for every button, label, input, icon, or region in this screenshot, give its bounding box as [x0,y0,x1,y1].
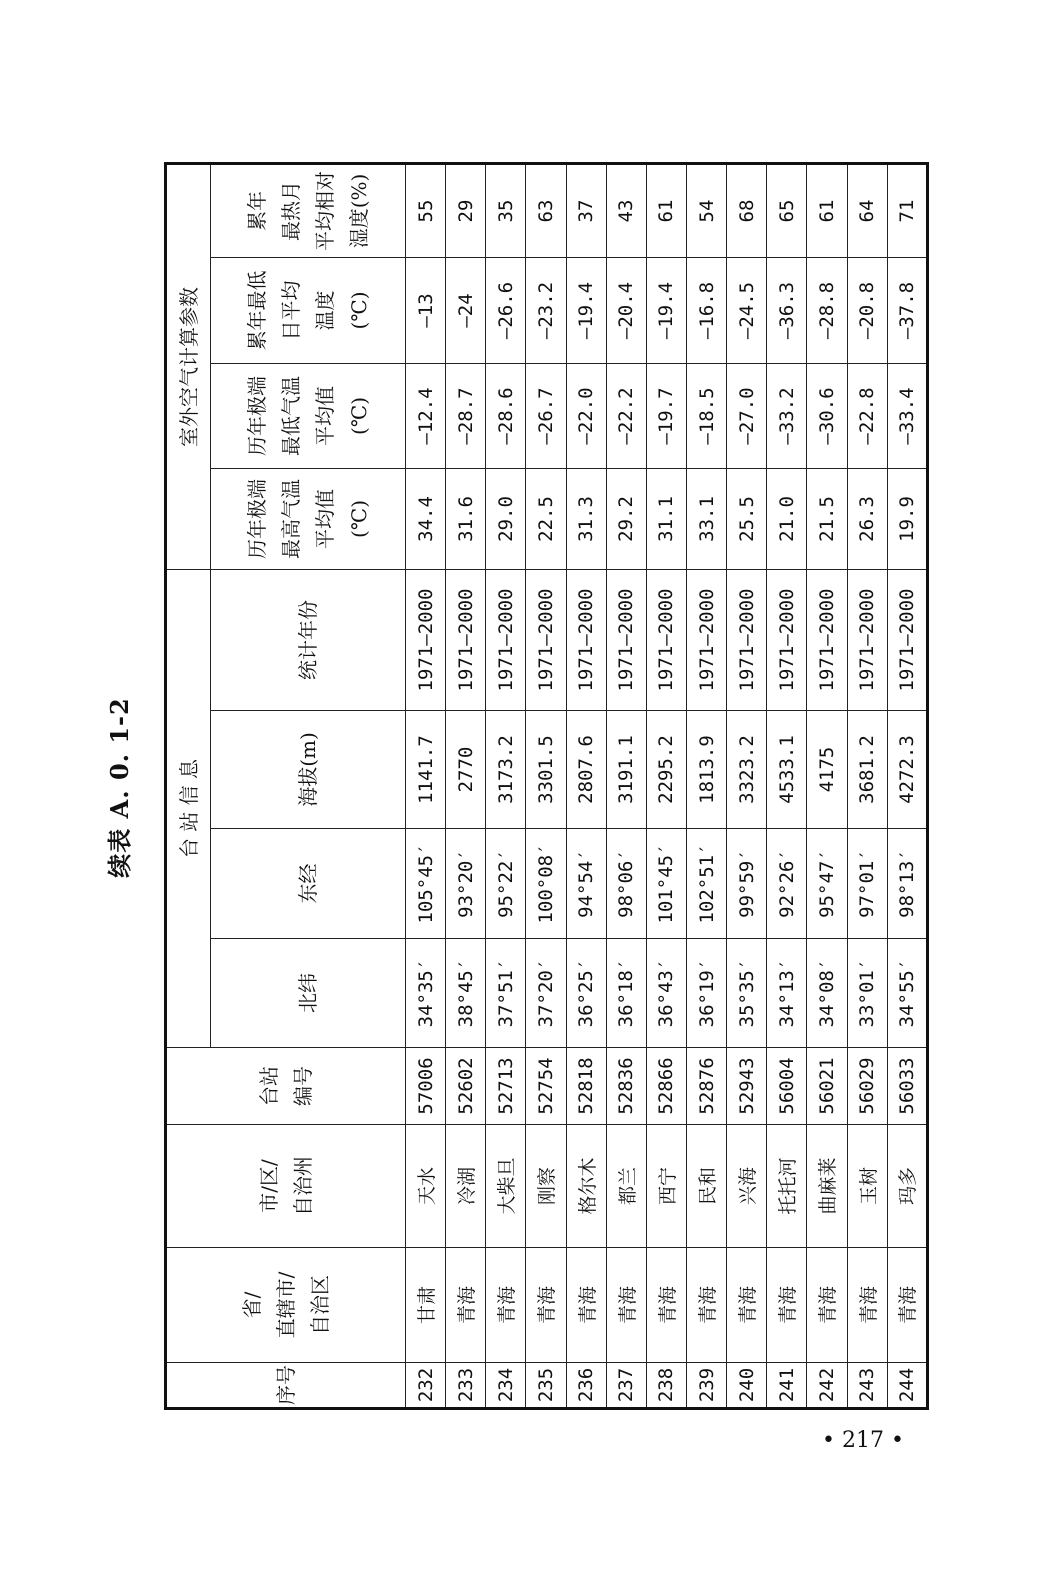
cell-seq: 233 [446,1363,486,1409]
cell-min-temp: —30.6 [807,363,847,468]
table-row [566,163,606,1408]
table-row [727,163,767,1408]
cell-altitude: 3301.5 [526,711,566,829]
cell-years: 1971—2000 [686,569,726,710]
cell-min-temp: —33.4 [887,363,927,468]
cell-max-temp: 19.9 [887,468,927,569]
cell-city: 天水 [406,1125,446,1248]
header-min-daily-temp: 累年最低 日平均 温度 (℃) [211,257,406,363]
cell-min-daily-temp: —28.8 [807,257,847,363]
cell-seq: 237 [606,1363,646,1409]
cell-seq: 243 [847,1363,887,1409]
cell-min-temp: —18.5 [686,363,726,468]
cell-latitude: 37°51′ [486,939,526,1048]
cell-humidity: 29 [446,163,486,257]
header-max-temp: 历年极端 最高气温 平均值 (℃) [211,468,406,569]
cell-city: 曲麻莱 [807,1125,847,1248]
cell-altitude: 2807.6 [566,711,606,829]
cell-min-temp: —28.7 [446,363,486,468]
table-row [446,163,486,1408]
cell-altitude: 4272.3 [887,711,927,829]
cell-altitude: 3323.2 [727,711,767,829]
cell-humidity: 43 [606,163,646,257]
cell-humidity: 35 [486,163,526,257]
cell-city: 都兰 [606,1125,646,1248]
cell-altitude: 3681.2 [847,711,887,829]
cell-latitude: 36°18′ [606,939,646,1048]
cell-station-id: 52943 [727,1048,767,1125]
cell-city: 西宁 [646,1125,686,1248]
cell-seq: 241 [767,1363,807,1409]
cell-years: 1971—2000 [727,569,767,710]
page-title: 续表 A. 0. 1-2 [105,697,134,878]
cell-latitude: 33°01′ [847,939,887,1048]
cell-years: 1971—2000 [606,569,646,710]
cell-station-id: 52866 [646,1048,686,1125]
cell-altitude: 4533.1 [767,711,807,829]
cell-max-temp: 29.2 [606,468,646,569]
cell-max-temp: 33.1 [686,468,726,569]
cell-city: 格尔木 [566,1125,606,1248]
cell-province: 青海 [646,1248,686,1363]
cell-max-temp: 34.4 [406,468,446,569]
header-city: 市/区/ 自治州 [166,1125,406,1248]
cell-station-id: 52754 [526,1048,566,1125]
cell-altitude: 1141.7 [406,711,446,829]
cell-longitude: 99°59′ [727,829,767,939]
cell-province: 青海 [566,1248,606,1363]
cell-humidity: 55 [406,163,446,257]
cell-longitude: 102°51′ [686,829,726,939]
cell-longitude: 101°45′ [646,829,686,939]
cell-city: 大柴旦 [486,1125,526,1248]
header-seq: 序号 [166,1363,406,1409]
cell-humidity: 71 [887,163,927,257]
cell-years: 1971—2000 [646,569,686,710]
cell-station-id: 56029 [847,1048,887,1125]
cell-min-daily-temp: —37.8 [887,257,927,363]
cell-province: 青海 [767,1248,807,1363]
cell-years: 1971—2000 [526,569,566,710]
cell-min-daily-temp: —19.4 [566,257,606,363]
cell-latitude: 34°35′ [406,939,446,1048]
cell-province: 青海 [606,1248,646,1363]
cell-station-id: 52713 [486,1048,526,1125]
cell-province: 甘肃 [406,1248,446,1363]
cell-min-daily-temp: —16.8 [686,257,726,363]
table-row [646,163,686,1408]
cell-seq: 236 [566,1363,606,1409]
cell-longitude: 92°26′ [767,829,807,939]
cell-seq: 239 [686,1363,726,1409]
cell-city: 托托河 [767,1125,807,1248]
cell-humidity: 61 [646,163,686,257]
cell-longitude: 100°08′ [526,829,566,939]
cell-longitude: 105°45′ [406,829,446,939]
cell-latitude: 34°13′ [767,939,807,1048]
cell-min-temp: —26.7 [526,363,566,468]
cell-seq: 234 [486,1363,526,1409]
cell-station-id: 52818 [566,1048,606,1125]
cell-latitude: 36°19′ [686,939,726,1048]
cell-seq: 244 [887,1363,927,1409]
cell-min-daily-temp: —20.8 [847,257,887,363]
cell-city: 冷湖 [446,1125,486,1248]
cell-station-id: 56033 [887,1048,927,1125]
cell-min-temp: —22.2 [606,363,646,468]
table-row [526,163,566,1408]
cell-years: 1971—2000 [887,569,927,710]
cell-city: 刚察 [526,1125,566,1248]
cell-humidity: 54 [686,163,726,257]
cell-min-temp: —28.6 [486,363,526,468]
cell-latitude: 34°08′ [807,939,847,1048]
cell-seq: 232 [406,1363,446,1409]
cell-min-temp: —27.0 [727,363,767,468]
cell-max-temp: 31.3 [566,468,606,569]
cell-min-daily-temp: —23.2 [526,257,566,363]
cell-station-id: 52876 [686,1048,726,1125]
table-row [767,163,807,1408]
cell-humidity: 64 [847,163,887,257]
cell-city: 玉树 [847,1125,887,1248]
cell-city: 玛多 [887,1125,927,1248]
cell-max-temp: 29.0 [486,468,526,569]
climate-data-table [164,162,929,1410]
cell-years: 1971—2000 [406,569,446,710]
cell-years: 1971—2000 [566,569,606,710]
cell-humidity: 61 [807,163,847,257]
cell-province: 青海 [526,1248,566,1363]
header-station-id: 台站 编号 [166,1048,406,1125]
cell-province: 青海 [446,1248,486,1363]
cell-humidity: 68 [727,163,767,257]
cell-humidity: 37 [566,163,606,257]
cell-city: 民和 [686,1125,726,1248]
cell-seq: 242 [807,1363,847,1409]
table-row [486,163,526,1408]
header-humidity: 累年 最热月 平均相对 湿度(%) [211,163,406,257]
cell-years: 1971—2000 [807,569,847,710]
cell-station-id: 52602 [446,1048,486,1125]
cell-altitude: 4175 [807,711,847,829]
cell-longitude: 97°01′ [847,829,887,939]
cell-province: 青海 [486,1248,526,1363]
header-altitude: 海拔(m) [211,711,406,829]
cell-min-daily-temp: —36.3 [767,257,807,363]
header-years: 统计年份 [211,569,406,710]
cell-max-temp: 22.5 [526,468,566,569]
cell-min-temp: —33.2 [767,363,807,468]
cell-years: 1971—2000 [767,569,807,710]
cell-max-temp: 21.0 [767,468,807,569]
cell-min-daily-temp: —24.5 [727,257,767,363]
cell-altitude: 3191.1 [606,711,646,829]
cell-longitude: 94°54′ [566,829,606,939]
cell-min-daily-temp: —20.4 [606,257,646,363]
cell-longitude: 95°47′ [807,829,847,939]
cell-station-id: 57006 [406,1048,446,1125]
cell-min-daily-temp: —13 [406,257,446,363]
cell-min-temp: —19.7 [646,363,686,468]
cell-altitude: 2295.2 [646,711,686,829]
cell-max-temp: 31.1 [646,468,686,569]
cell-seq: 235 [526,1363,566,1409]
cell-max-temp: 31.6 [446,468,486,569]
cell-province: 青海 [686,1248,726,1363]
cell-seq: 238 [646,1363,686,1409]
cell-min-temp: —22.8 [847,363,887,468]
cell-min-temp: —22.0 [566,363,606,468]
cell-longitude: 98°06′ [606,829,646,939]
cell-latitude: 36°43′ [646,939,686,1048]
cell-longitude: 93°20′ [446,829,486,939]
table-row [606,163,646,1408]
table-row [686,163,726,1408]
header-outdoor-params: 室外空气计算参数 [166,163,211,569]
cell-max-temp: 21.5 [807,468,847,569]
cell-years: 1971—2000 [847,569,887,710]
cell-station-id: 56004 [767,1048,807,1125]
cell-latitude: 35°35′ [727,939,767,1048]
table-row [807,163,847,1408]
cell-province: 青海 [887,1248,927,1363]
cell-altitude: 1813.9 [686,711,726,829]
cell-years: 1971—2000 [446,569,486,710]
page-number: • 217 • [822,1428,904,1453]
cell-latitude: 37°20′ [526,939,566,1048]
cell-longitude: 98°13′ [887,829,927,939]
header-province: 省/ 直辖市/ 自治区 [166,1248,406,1363]
header-row-top [166,163,211,1408]
cell-province: 青海 [847,1248,887,1363]
cell-min-daily-temp: —24 [446,257,486,363]
rotated-table-frame [105,165,929,1410]
header-longitude: 东经 [211,829,406,939]
table-row [887,163,927,1408]
table-body [406,163,928,1408]
cell-humidity: 65 [767,163,807,257]
header-min-temp: 历年极端 最低气温 平均值 (℃) [211,363,406,468]
cell-min-daily-temp: —26.6 [486,257,526,363]
cell-altitude: 2770 [446,711,486,829]
table-row [847,163,887,1408]
cell-humidity: 63 [526,163,566,257]
cell-max-temp: 26.3 [847,468,887,569]
cell-city: 兴海 [727,1125,767,1248]
cell-latitude: 34°55′ [887,939,927,1048]
cell-min-daily-temp: —19.4 [646,257,686,363]
cell-station-id: 56021 [807,1048,847,1125]
header-latitude: 北纬 [211,939,406,1048]
cell-min-temp: —12.4 [406,363,446,468]
cell-max-temp: 25.5 [727,468,767,569]
cell-latitude: 38°45′ [446,939,486,1048]
table-row [406,163,446,1408]
cell-altitude: 3173.2 [486,711,526,829]
cell-seq: 240 [727,1363,767,1409]
cell-province: 青海 [807,1248,847,1363]
cell-station-id: 52836 [606,1048,646,1125]
cell-longitude: 95°22′ [486,829,526,939]
cell-latitude: 36°25′ [566,939,606,1048]
header-station-info: 台 站 信 息 [166,569,211,1047]
cell-province: 青海 [727,1248,767,1363]
cell-years: 1971—2000 [486,569,526,710]
